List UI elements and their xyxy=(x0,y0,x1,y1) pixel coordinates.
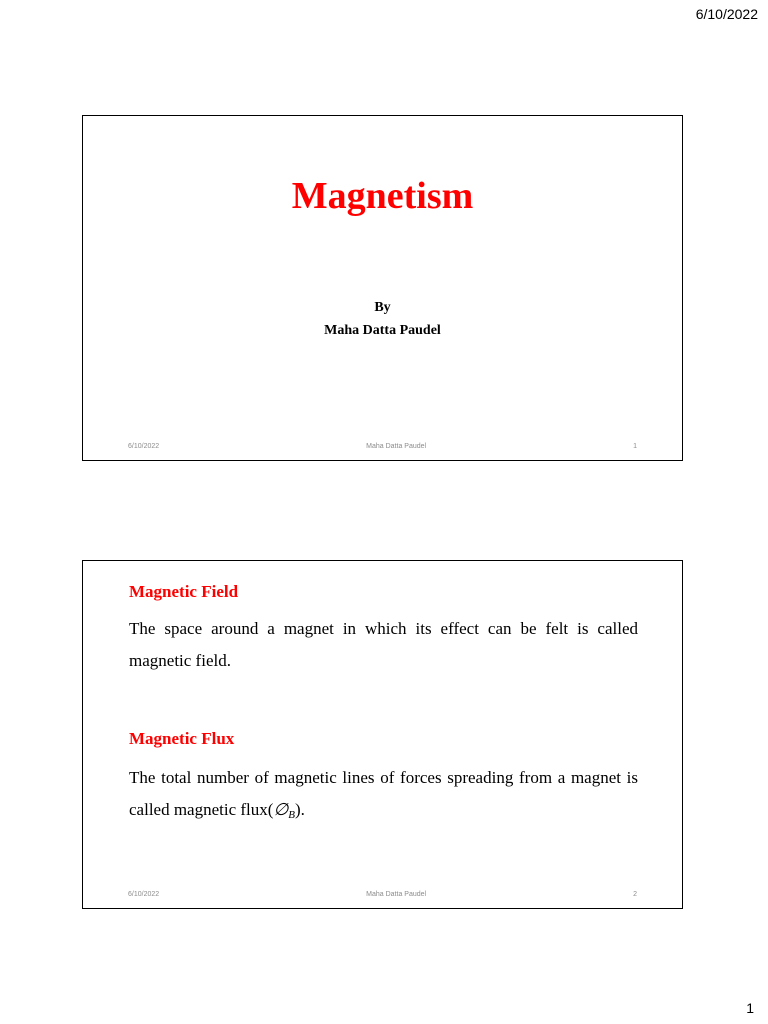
magnetic-field-heading: Magnetic Field xyxy=(129,582,239,601)
flux-text-main: The total number of magnetic lines of forces spreading from a magnet is called magnetic flux( xyxy=(129,768,638,819)
footer-slide-number: 2 xyxy=(633,891,637,898)
page-number: 1 xyxy=(746,1000,754,1016)
footer-author: Maha Datta Paudel xyxy=(366,891,427,898)
footer-date: 6/10/2022 xyxy=(128,443,160,450)
magnetic-flux-heading: Magnetic Flux xyxy=(129,729,235,748)
footer-date: 6/10/2022 xyxy=(128,891,160,898)
footer-author: Maha Datta Paudel xyxy=(366,443,427,450)
flux-symbol: ∅ xyxy=(273,800,289,819)
footer-slide-number: 1 xyxy=(633,443,637,450)
by-label: By xyxy=(374,300,391,315)
flux-text-end: ). xyxy=(294,800,305,819)
slide-1 xyxy=(82,115,683,461)
slide-footer xyxy=(128,891,637,898)
slide-2 xyxy=(82,560,683,909)
slide-footer xyxy=(128,443,637,450)
slide-title: Magnetism xyxy=(291,175,474,217)
magnetic-field-definition: The space around a magnet in which its effect can be felt is called magnetic field. xyxy=(129,619,638,670)
page-date: 6/10/2022 xyxy=(695,6,758,22)
author-name: Maha Datta Paudel xyxy=(324,323,441,338)
flux-subscript: B xyxy=(288,809,295,821)
magnetic-flux-definition xyxy=(129,762,638,831)
